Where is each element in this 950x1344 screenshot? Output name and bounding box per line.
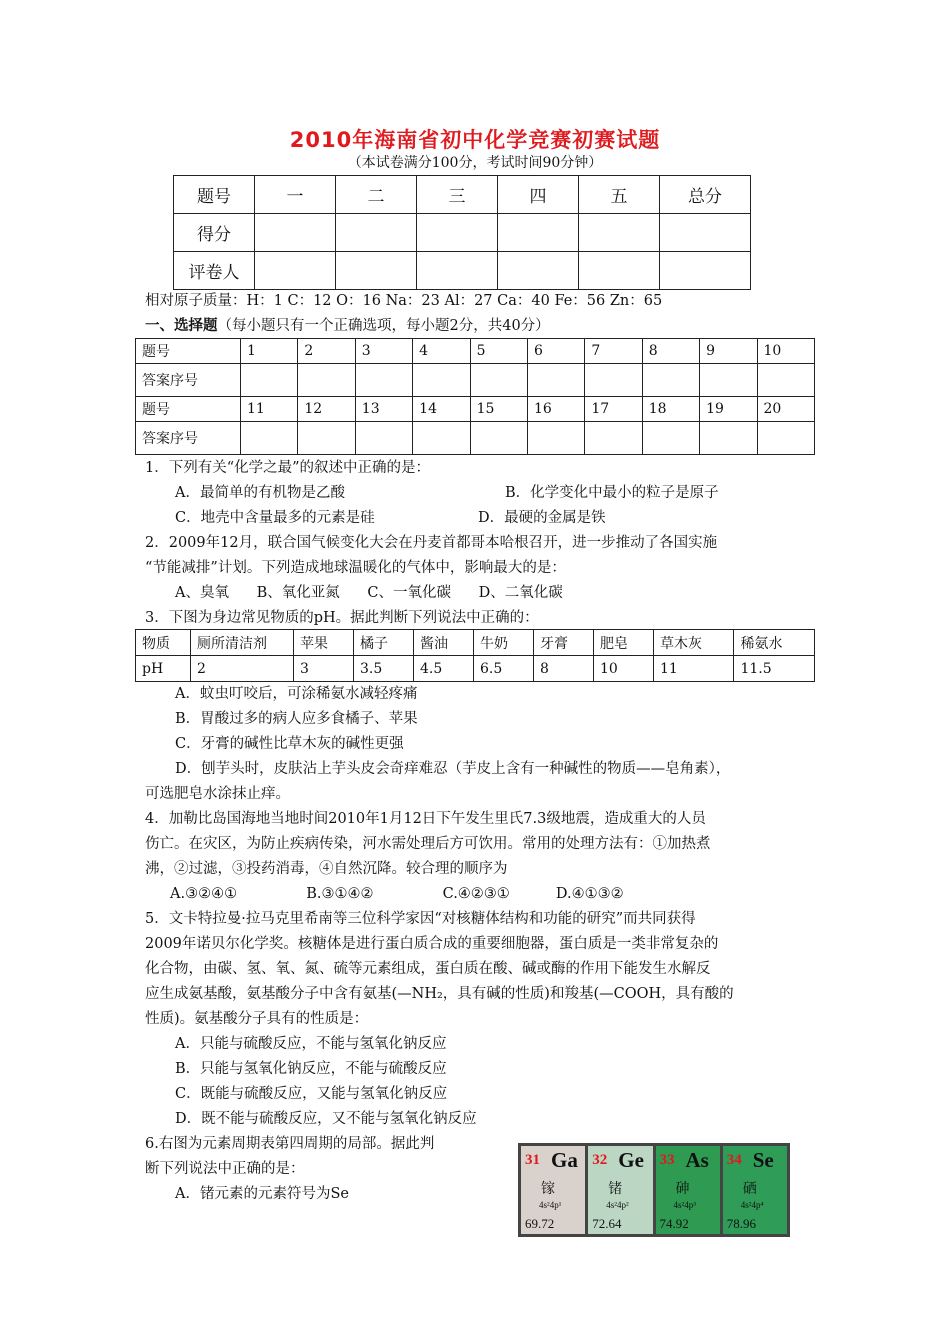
answer-cell[interactable] xyxy=(585,364,642,397)
atomic-mass: 69.72 xyxy=(525,1216,555,1231)
q3-option-d: D．刨芋头时，皮肤沾上芋头皮会奇痒难忍（芋皮上含有一种碱性的物质——皂角素）， xyxy=(175,761,731,777)
answer-cell[interactable] xyxy=(642,422,699,455)
q4-line: 4．加勒比岛国海地当地时间2010年1月12日下午发生里氏7.3级地震，造成重大的人员 xyxy=(145,811,706,827)
atomic-mass: 72.64 xyxy=(592,1216,622,1231)
ph-value: 3 xyxy=(294,656,354,682)
score-cell xyxy=(498,252,579,290)
element-symbol: Ge xyxy=(618,1148,644,1172)
q3-option-a: A．蚊虫叮咬后，可涂稀氨水减轻疼痛 xyxy=(175,686,418,702)
answer-row-label: 答案序号 xyxy=(136,422,241,455)
q2-line: “节能减排”计划。下列造成地球温暖化的气体中，影响最大的是： xyxy=(145,560,566,576)
answer-row-label: 题号 xyxy=(136,397,241,422)
atomic-number: 31 xyxy=(525,1152,540,1168)
answer-cell[interactable] xyxy=(241,364,298,397)
element-cell-se xyxy=(723,1146,787,1234)
ph-value: 4.5 xyxy=(414,656,474,682)
answer-cell[interactable] xyxy=(241,422,298,455)
score-cell xyxy=(660,214,751,252)
electron-config: 4s²4p¹ xyxy=(539,1200,562,1210)
ph-header: 草木灰 xyxy=(654,630,734,656)
atomic-mass: 78.96 xyxy=(726,1216,756,1231)
ph-header: 肥皂 xyxy=(594,630,654,656)
atomic-mass: 74.92 xyxy=(659,1216,689,1231)
qnum: 7 xyxy=(585,339,642,364)
qnum: 13 xyxy=(355,397,412,422)
ph-value: 11.5 xyxy=(734,656,815,682)
score-cell xyxy=(579,214,660,252)
q6-line: 6.右图为元素周期表第四周期的局部。据此判 xyxy=(145,1136,435,1152)
element-cell-ga xyxy=(521,1146,585,1234)
q4-line: 伤亡。在灾区，为防止疾病传染，河水需处理后方可饮用。常用的处理方法有：①加热煮 xyxy=(145,836,711,852)
ph-value: 11 xyxy=(654,656,734,682)
ph-table xyxy=(135,629,815,682)
atomic-masses: 相对原子质量：H：1 C：12 O：16 Na：23 Al：27 Ca：40 Fe：56 Zn：65 xyxy=(145,293,663,309)
q6-line: 断下列说法中正确的是： xyxy=(145,1161,305,1177)
score-cell xyxy=(498,214,579,252)
ph-header: 苹果 xyxy=(294,630,354,656)
q1-stem: 1．下列有关“化学之最”的叙述中正确的是： xyxy=(145,460,431,476)
electron-config: 4s²4p² xyxy=(606,1200,629,1210)
ph-header: 牙膏 xyxy=(534,630,594,656)
answer-table xyxy=(135,338,815,455)
ph-value: 6.5 xyxy=(474,656,534,682)
q3-stem: 3．下图为身边常见物质的pH。据此判断下列说法中正确的： xyxy=(145,610,539,626)
score-cell xyxy=(255,252,336,290)
q3-option-d-cont: 可选肥皂水涂抹止痒。 xyxy=(145,786,290,802)
qnum: 4 xyxy=(413,339,470,364)
q5-option-b: B．只能与氢氧化钠反应，不能与硫酸反应 xyxy=(175,1061,447,1077)
q5-line: 5．文卡特拉曼·拉马克里希南等三位科学家因“对核糖体结构和功能的研究”而共同获得 xyxy=(145,911,696,927)
ph-header: 酱油 xyxy=(414,630,474,656)
answer-cell[interactable] xyxy=(527,422,584,455)
electron-config: 4s²4p³ xyxy=(673,1200,696,1210)
element-name: 硒 xyxy=(742,1182,757,1197)
element-name: 砷 xyxy=(675,1182,690,1197)
q3-option-b: B．胃酸过多的病人应多食橘子、苹果 xyxy=(175,711,418,727)
qnum: 2 xyxy=(298,339,355,364)
answer-cell[interactable] xyxy=(298,422,355,455)
q5-option-c: C．既能与硫酸反应，又能与氢氧化钠反应 xyxy=(175,1086,448,1102)
qnum: 8 xyxy=(642,339,699,364)
answer-cell[interactable] xyxy=(355,422,412,455)
ph-header: 牛奶 xyxy=(474,630,534,656)
score-header: 五 xyxy=(579,176,660,214)
atomic-number: 34 xyxy=(726,1152,742,1168)
score-header: 题号 xyxy=(174,176,255,214)
answer-cell[interactable] xyxy=(642,364,699,397)
ph-value: pH xyxy=(136,656,191,682)
q3-option-c: C．牙膏的碱性比草木灰的碱性更强 xyxy=(175,736,404,752)
qnum: 3 xyxy=(355,339,412,364)
answer-row-label: 题号 xyxy=(136,339,241,364)
element-cell-ge xyxy=(588,1146,652,1234)
qnum: 1 xyxy=(241,339,298,364)
ph-value: 3.5 xyxy=(354,656,414,682)
page-title: 2010年海南省初中化学竞赛初赛试题 xyxy=(289,128,661,152)
q2-line: 2．2009年12月，联合国气候变化大会在丹麦首都哥本哈根召开，进一步推动了各国实施 xyxy=(145,535,718,551)
atomic-number: 32 xyxy=(592,1152,608,1168)
q1-option-c: C．地壳中含量最多的元素是硅 xyxy=(175,510,375,526)
score-cell xyxy=(660,252,751,290)
answer-cell[interactable] xyxy=(700,422,757,455)
section-title: 一、选择题 xyxy=(145,317,218,334)
q4-line: 沸，②过滤，③投药消毒，④自然沉降。较合理的顺序为 xyxy=(145,861,508,877)
element-cell-as xyxy=(656,1146,720,1234)
q5-line: 化合物，由碳、氢、氧、氮、硫等元素组成，蛋白质在酸、碱或酶的作用下能发生水解反 xyxy=(145,961,711,977)
periodic-table-excerpt xyxy=(518,1143,790,1237)
answer-cell[interactable] xyxy=(585,422,642,455)
q5-line: 2009年诺贝尔化学奖。核糖体是进行蛋白质合成的重要细胞器，蛋白质是一类非常复杂的 xyxy=(145,936,719,952)
answer-row-label: 答案序号 xyxy=(136,364,241,397)
ph-header: 橘子 xyxy=(354,630,414,656)
ph-value: 8 xyxy=(534,656,594,682)
qnum: 5 xyxy=(470,339,527,364)
score-cell xyxy=(336,214,417,252)
element-symbol: As xyxy=(685,1148,709,1172)
ph-header: 厕所清洁剂 xyxy=(191,630,294,656)
score-header: 四 xyxy=(498,176,579,214)
score-cell xyxy=(417,252,498,290)
qnum: 10 xyxy=(757,339,814,364)
score-cell xyxy=(336,252,417,290)
answer-cell[interactable] xyxy=(413,364,470,397)
q5-option-d: D．既不能与硫酸反应，又不能与氢氧化钠反应 xyxy=(175,1111,477,1127)
qnum: 6 xyxy=(527,339,584,364)
score-row-label: 得分 xyxy=(174,214,255,252)
atomic-number: 33 xyxy=(659,1152,675,1168)
score-header: 二 xyxy=(336,176,417,214)
qnum: 9 xyxy=(700,339,757,364)
q5-line: 性质)。氨基酸分子具有的性质是： xyxy=(145,1011,369,1027)
qnum: 16 xyxy=(527,397,584,422)
qnum: 19 xyxy=(700,397,757,422)
q4-options: A.③②④① B.③①④② C.④②③① D.④①③② xyxy=(170,886,624,902)
q1-option-b: B．化学变化中最小的粒子是原子 xyxy=(505,485,719,501)
score-header: 总分 xyxy=(660,176,751,214)
ph-header: 物质 xyxy=(136,630,191,656)
section-note: （每小题只有一个正确选项，每小题2分，共40分） xyxy=(217,318,550,334)
q2-options: A、臭氧 B、氧化亚氮 C、一氧化碳 D、二氧化碳 xyxy=(175,585,563,601)
qnum: 15 xyxy=(470,397,527,422)
ph-header: 稀氨水 xyxy=(734,630,815,656)
answer-cell[interactable] xyxy=(757,364,814,397)
answer-cell[interactable] xyxy=(700,364,757,397)
answer-cell[interactable] xyxy=(298,364,355,397)
answer-cell[interactable] xyxy=(470,422,527,455)
q5-option-a: A．只能与硫酸反应，不能与氢氧化钠反应 xyxy=(175,1036,447,1052)
q6-option-a: A．锗元素的元素符号为Se xyxy=(175,1186,349,1202)
section-heading xyxy=(145,316,550,336)
electron-config: 4s²4p⁴ xyxy=(740,1200,764,1210)
element-name: 镓 xyxy=(541,1182,555,1197)
answer-cell[interactable] xyxy=(470,364,527,397)
ph-value: 10 xyxy=(594,656,654,682)
answer-cell[interactable] xyxy=(527,364,584,397)
element-symbol: Ga xyxy=(551,1148,578,1172)
qnum: 14 xyxy=(413,397,470,422)
q1-option-a: A．最简单的有机物是乙酸 xyxy=(175,485,345,501)
score-row-label: 评卷人 xyxy=(174,252,255,290)
element-symbol: Se xyxy=(752,1148,774,1172)
qnum: 20 xyxy=(757,397,814,422)
qnum: 18 xyxy=(642,397,699,422)
qnum: 12 xyxy=(298,397,355,422)
score-cell xyxy=(255,214,336,252)
qnum: 11 xyxy=(241,397,298,422)
element-name: 锗 xyxy=(608,1182,623,1197)
score-cell xyxy=(579,252,660,290)
answer-cell[interactable] xyxy=(757,422,814,455)
q5-line: 应生成氨基酸，氨基酸分子中含有氨基(—NH₂，具有碱的性质)和羧基(—COOH，具有酸的 xyxy=(145,986,734,1002)
score-header: 一 xyxy=(255,176,336,214)
ph-value: 2 xyxy=(191,656,294,682)
score-table xyxy=(173,175,751,290)
answer-cell[interactable] xyxy=(355,364,412,397)
qnum: 17 xyxy=(585,397,642,422)
page-subtitle: （本试卷满分100分，考试时间90分钟） xyxy=(347,155,603,171)
q1-option-d: D．最硬的金属是铁 xyxy=(478,510,606,526)
answer-cell[interactable] xyxy=(413,422,470,455)
score-header: 三 xyxy=(417,176,498,214)
score-cell xyxy=(417,214,498,252)
